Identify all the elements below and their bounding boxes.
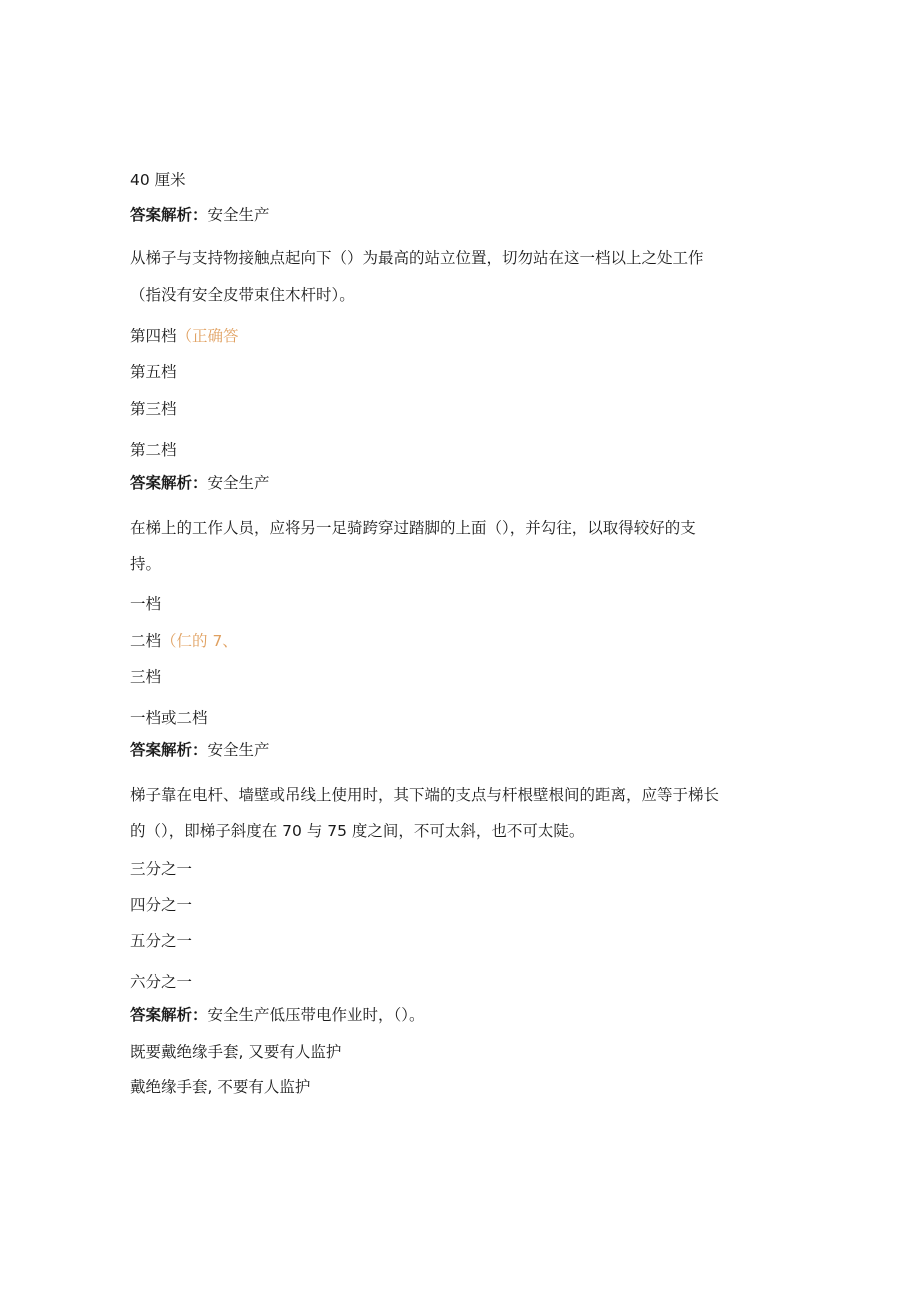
answer-option xyxy=(130,170,186,190)
answer-explanation xyxy=(130,473,270,493)
explanation-text: 安全生产 xyxy=(207,474,270,492)
question-text-continued xyxy=(130,821,584,841)
question-text-continued xyxy=(130,554,161,574)
option-text: 第二档 xyxy=(130,441,177,459)
correct-answer-mark: （正确答 xyxy=(176,327,239,345)
option-text: 三分之一 xyxy=(130,860,193,878)
question-line-1: 从梯子与支持物接触点起向下（）为最高的站立位置，切勿站在这一档以上之处工作 xyxy=(130,249,704,267)
option-text: 戴绝缘手套, 不要有人监护 xyxy=(130,1078,311,1096)
explanation-label: 答案解析： xyxy=(130,1006,208,1024)
answer-option xyxy=(130,440,177,460)
answer-option xyxy=(130,667,161,687)
explanation-text: 安全生产 xyxy=(207,741,270,759)
explanation-text: 安全生产低压带电作业时，（）。 xyxy=(207,1006,425,1024)
answer-explanation xyxy=(130,1005,425,1025)
explanation-text: 安全生产 xyxy=(207,206,270,224)
answer-explanation xyxy=(130,740,270,760)
answer-option xyxy=(130,972,192,992)
answer-option xyxy=(130,1042,341,1062)
answer-option xyxy=(130,594,161,614)
option-text: 二档 xyxy=(130,632,162,650)
option-text: 三档 xyxy=(130,668,162,686)
option-text: 40 厘米 xyxy=(130,171,186,189)
answer-option xyxy=(130,362,177,382)
explanation-label: 答案解析： xyxy=(130,741,208,759)
question-line-1: 梯子靠在电杆、墙壁或吊线上使用时，其下端的支点与杆根壁根间的距离，应等于梯长 xyxy=(130,786,720,804)
answer-option xyxy=(130,1077,310,1097)
question-text xyxy=(130,248,704,268)
answer-option xyxy=(130,895,192,915)
question-line-1: 在梯上的工作人员，应将另一足骑跨穿过踏脚的上面（），并勾往，以取得较好的支 xyxy=(130,519,696,537)
answer-option xyxy=(130,859,192,879)
answer-option xyxy=(130,631,238,651)
option-text: 既要戴绝缘手套, 又要有人监护 xyxy=(130,1043,342,1061)
question-text xyxy=(130,785,719,805)
option-text: 第四档 xyxy=(130,327,177,345)
option-text: 第五档 xyxy=(130,363,177,381)
question-text-continued xyxy=(130,285,355,305)
option-text: 一档 xyxy=(130,595,162,613)
answer-explanation xyxy=(130,205,270,225)
answer-option xyxy=(130,931,192,951)
explanation-label: 答案解析： xyxy=(130,206,208,224)
option-text: 六分之一 xyxy=(130,973,193,991)
question-text xyxy=(130,518,696,538)
question-line-2: 的（），即梯子斜度在 70 与 75 度之间，不可太斜，也不可太陡。 xyxy=(130,822,585,840)
answer-option xyxy=(130,708,208,728)
answer-option xyxy=(130,326,239,346)
option-text: 第三档 xyxy=(130,400,177,418)
correct-answer-mark: （仁的 7、 xyxy=(161,632,238,650)
question-line-2: 持。 xyxy=(130,555,162,573)
option-text: 一档或二档 xyxy=(130,709,208,727)
answer-option xyxy=(130,399,177,419)
option-text: 四分之一 xyxy=(130,896,193,914)
question-line-2: （指没有安全皮带束住木杆时）。 xyxy=(130,286,355,304)
option-text: 五分之一 xyxy=(130,932,193,950)
explanation-label: 答案解析： xyxy=(130,474,208,492)
